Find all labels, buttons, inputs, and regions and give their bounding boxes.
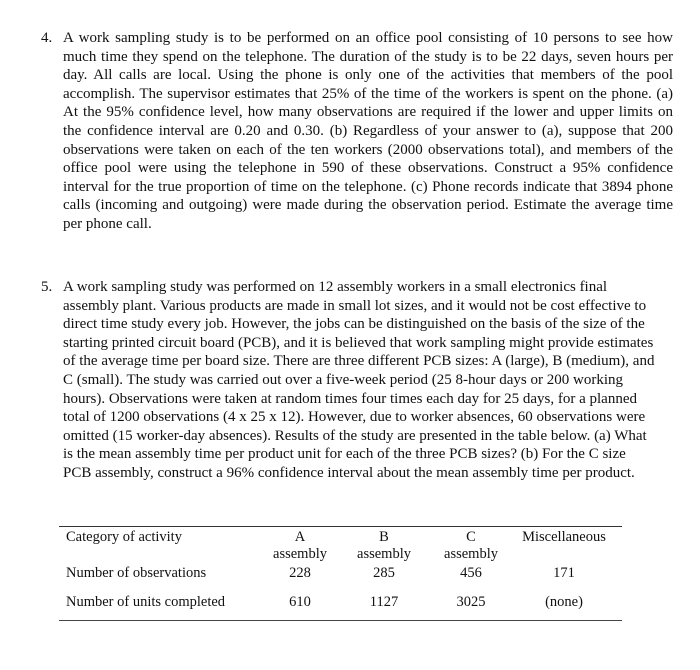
cell-b: 1127	[369, 594, 399, 610]
problem-number: 5.	[41, 279, 53, 295]
problem-text: A work sampling study was performed on 12 assembly workers in a small electronics final assembly plant. Various products are made in small lot sizes, and it would not be cost effective to direct time study every job. However, the jobs can be distinguished on the basis of the size of the starting printed circuit board (PCB), and it is believed that work sampling might provide estimates of the average time per board size. There are three different PCB sizes: A (large), B (medium), and C (small). The study was carried out over a five-week period (25 8-hour days or 200 working hours). Observations were taken at random times four times each day for 25 days, for a planned total of 1200 observations (4 x 25 x 12). However, due to worker absences, 60 observations were omitted (15 worker-day absences). Results of the study are presented in the table below. (a) What is the mean assembly time per product unit for each of the three PCB sizes? (b) For the C size PCB assembly, construct a 96% confidence interval about the mean assembly time per product.	[63, 279, 655, 481]
header-b-line2: assembly	[357, 546, 411, 562]
row-label: Number of observations	[66, 565, 207, 581]
table-bottom-rule	[59, 620, 622, 621]
header-b-line1: B	[379, 529, 389, 545]
cell-a: 610	[289, 594, 311, 610]
cell-misc: (none)	[545, 594, 583, 610]
cell-misc: 171	[553, 565, 575, 581]
header-a-line2: assembly	[273, 546, 327, 562]
header-category: Category of activity	[66, 529, 182, 545]
header-c-line2: assembly	[444, 546, 498, 562]
header-misc: Miscellaneous	[522, 529, 606, 545]
header-a-line1: A	[294, 529, 306, 545]
cell-c: 456	[460, 565, 482, 581]
problem-text: A work sampling study is to be performed on an office pool consisting of 10 persons to see how much time they spend on the telephone. The duration of the study is to be 22 days, seven hours per day. All calls are local. Using the phone is only one of the activities that members of the pool accomplish. The supervisor estimates that 25% of the time of the workers is spent on the phone. (a) At the 95% confidence level, how many observations are required if the lower and upper limits on the confidence interval are 0.20 and 0.30. (b) Regardless of your answer to (a), suppose that 200 observations were taken on each of the ten workers (2000 observations total), and members of the office pool were using the telephone in 590 of these observations. Construct a 95% confidence interval for the true proportion of time on the telephone. (c) Phone records indicate that 3894 phone calls (incoming and outgoing) were made during the observation period. Estimate the average time per phone call.	[63, 30, 673, 232]
row-label: Number of units completed	[66, 594, 226, 610]
problem-number: 4.	[41, 30, 53, 46]
header-c-line1: C	[466, 529, 476, 545]
table-top-rule	[59, 526, 622, 527]
cell-b: 285	[373, 565, 395, 581]
cell-c: 3025	[456, 594, 486, 610]
cell-a: 228	[289, 565, 311, 581]
